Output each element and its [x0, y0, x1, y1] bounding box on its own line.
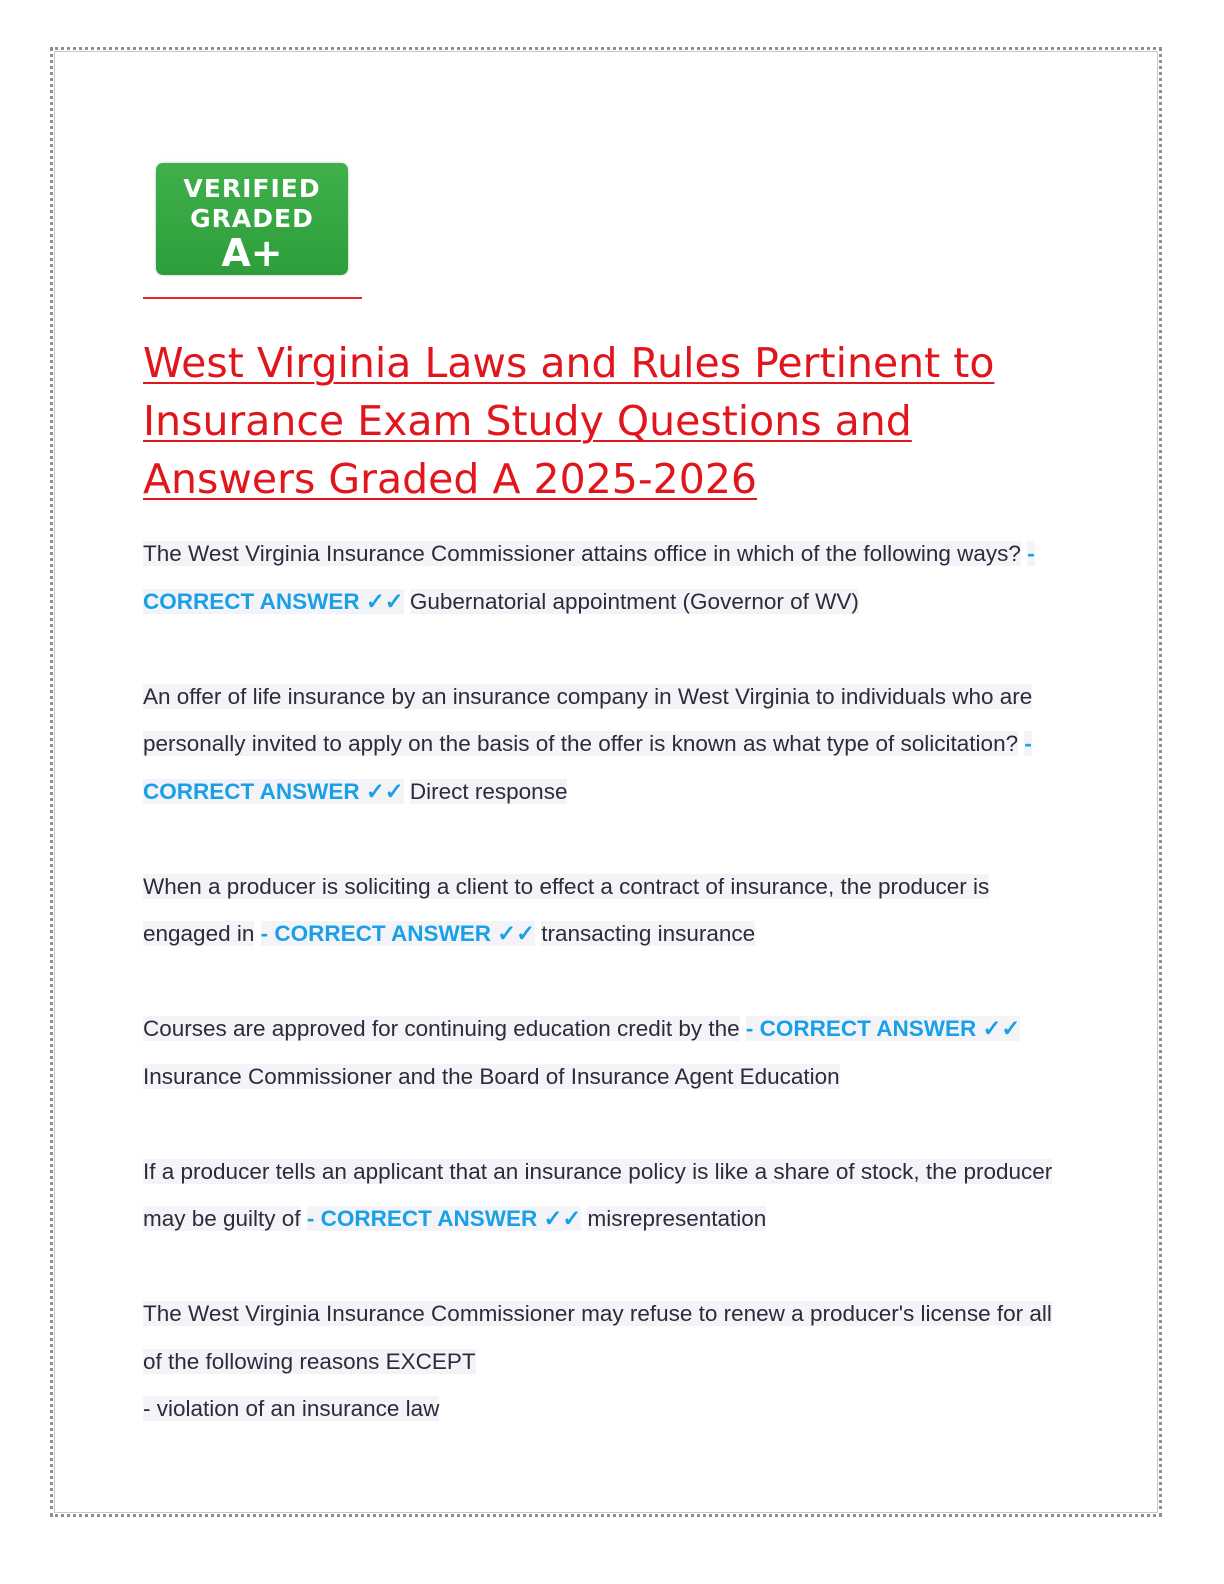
- question-text: When a producer is soliciting a client to effect a contract of insurance, the producer is engaged in: [143, 873, 990, 946]
- qa-item-partial: [143, 1290, 1073, 1433]
- qa-item: [143, 863, 1073, 958]
- question-text: An offer of life insurance by an insurance company in West Virginia to individuals who are personally invited to apply on the basis of the offer is known as what type of solicitation?: [143, 683, 1033, 756]
- badge-line-grade: A+: [221, 231, 283, 275]
- correct-answer-label: - CORRECT ANSWER ✓✓: [143, 731, 1032, 804]
- answer-text: Insurance Commissioner and the Board of Insurance Agent Education: [143, 1063, 840, 1089]
- qa-item: [143, 673, 1073, 816]
- correct-answer-label: - CORRECT ANSWER ✓✓: [143, 541, 1035, 614]
- verified-graded-badge-logo: [156, 163, 348, 275]
- question-text: If a producer tells an applicant that an insurance policy is like a share of stock, the producer may be guilty of: [143, 1158, 1053, 1231]
- qa-item: [143, 1005, 1073, 1100]
- answer-option: - violation of an insurance law: [143, 1396, 440, 1421]
- answer-text: transacting insurance: [541, 921, 756, 946]
- qa-item: [143, 530, 1073, 625]
- badge-line-verified: VERIFIED: [183, 174, 321, 203]
- question-text: The West Virginia Insurance Commissioner may refuse to renew a producer's license for all of the following reasons EXCEPT: [143, 1301, 1052, 1374]
- document-title: West Virginia Laws and Rules Pertinent to Insurance Exam Study Questions and Answers Graded A 2025-2026: [143, 339, 995, 503]
- correct-answer-label: - CORRECT ANSWER ✓✓: [306, 1206, 582, 1231]
- correct-answer-label: - CORRECT ANSWER ✓✓: [260, 921, 535, 946]
- answer-text: Gubernatorial appointment (Governor of WV): [409, 588, 859, 614]
- qa-item: [143, 1148, 1073, 1243]
- answer-text: misrepresentation: [587, 1206, 767, 1231]
- correct-answer-label: - CORRECT ANSWER ✓✓: [745, 1016, 1021, 1041]
- answer-text: Direct response: [409, 778, 568, 804]
- title-divider: [143, 297, 362, 299]
- question-text: The West Virginia Insurance Commissioner attains office in which of the following ways?: [143, 541, 1021, 566]
- question-text: Courses are approved for continuing education credit by the: [143, 1016, 740, 1041]
- qa-list: [143, 530, 1073, 1433]
- badge-line-graded: GRADED: [190, 204, 314, 233]
